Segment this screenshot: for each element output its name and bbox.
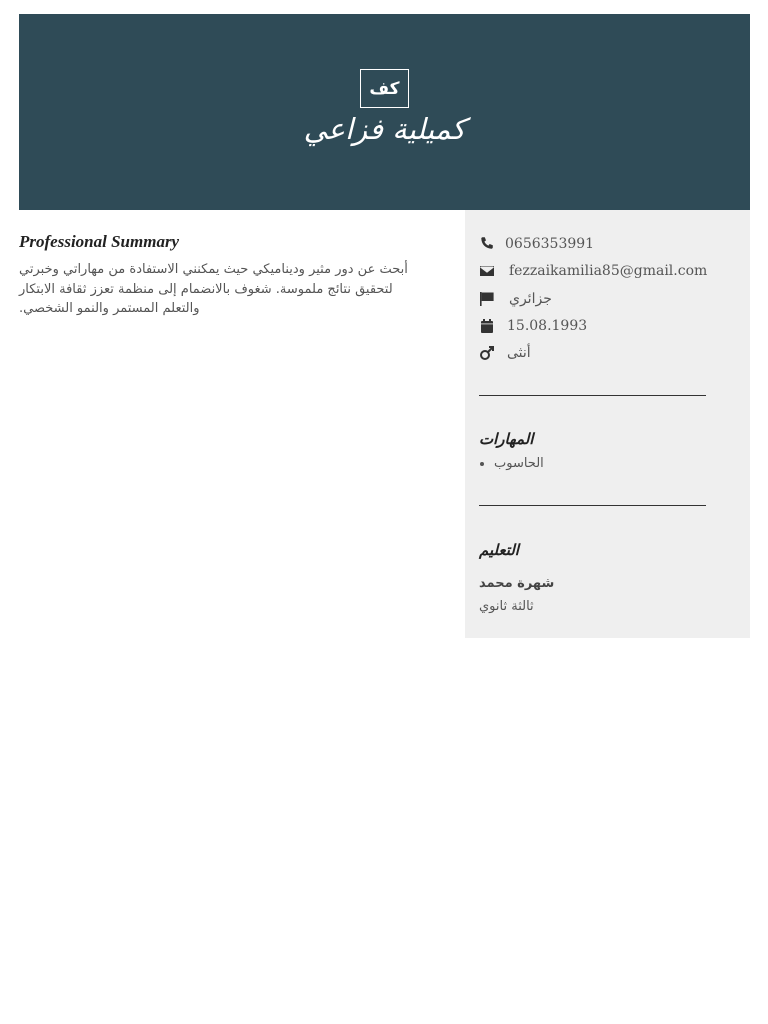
contact-nationality	[479, 291, 552, 307]
nationality-text: جزائري	[509, 291, 552, 307]
divider	[479, 505, 706, 506]
divider	[479, 395, 706, 396]
education-institution: شهرة محمد	[479, 576, 555, 591]
skills-heading: المهارات	[479, 430, 534, 448]
education-degree: ثالثة ثانوي	[479, 599, 534, 614]
calendar-icon	[479, 318, 495, 334]
contact-birthdate	[479, 318, 587, 334]
flag-icon	[479, 291, 495, 307]
gender-icon	[479, 345, 495, 361]
initials-badge: كف	[360, 69, 409, 108]
phone-icon	[479, 236, 495, 252]
resume-header	[19, 14, 750, 210]
phone-text: 0656353991	[505, 236, 595, 252]
envelope-icon	[479, 263, 495, 279]
contact-email	[479, 263, 707, 279]
education-heading: التعليم	[479, 541, 519, 559]
gender-text: أنثى	[507, 345, 531, 361]
summary-text: أبحث عن دور مثير وديناميكي حيث يمكنني الاستفادة من مهاراتي وخبرتي لتحقيق نتائج ملموسة. شغوف بالانضمام إلى منظمة تعزز ثقافة الابتكار والتعلم المستمر والنمو الشخصي.	[19, 262, 408, 316]
contact-gender	[479, 345, 531, 361]
email-text: fezzaikamilia85@gmail.com	[509, 263, 708, 279]
list-item: • الحاسوب	[494, 456, 544, 471]
main-column	[19, 232, 409, 319]
birthdate-text: 15.08.1993	[507, 318, 588, 334]
sidebar	[465, 210, 750, 638]
contact-phone	[479, 236, 594, 252]
summary-title: Professional Summary	[19, 232, 180, 251]
skills-list	[479, 456, 544, 471]
full-name: كميلية فزاعي	[303, 112, 466, 146]
